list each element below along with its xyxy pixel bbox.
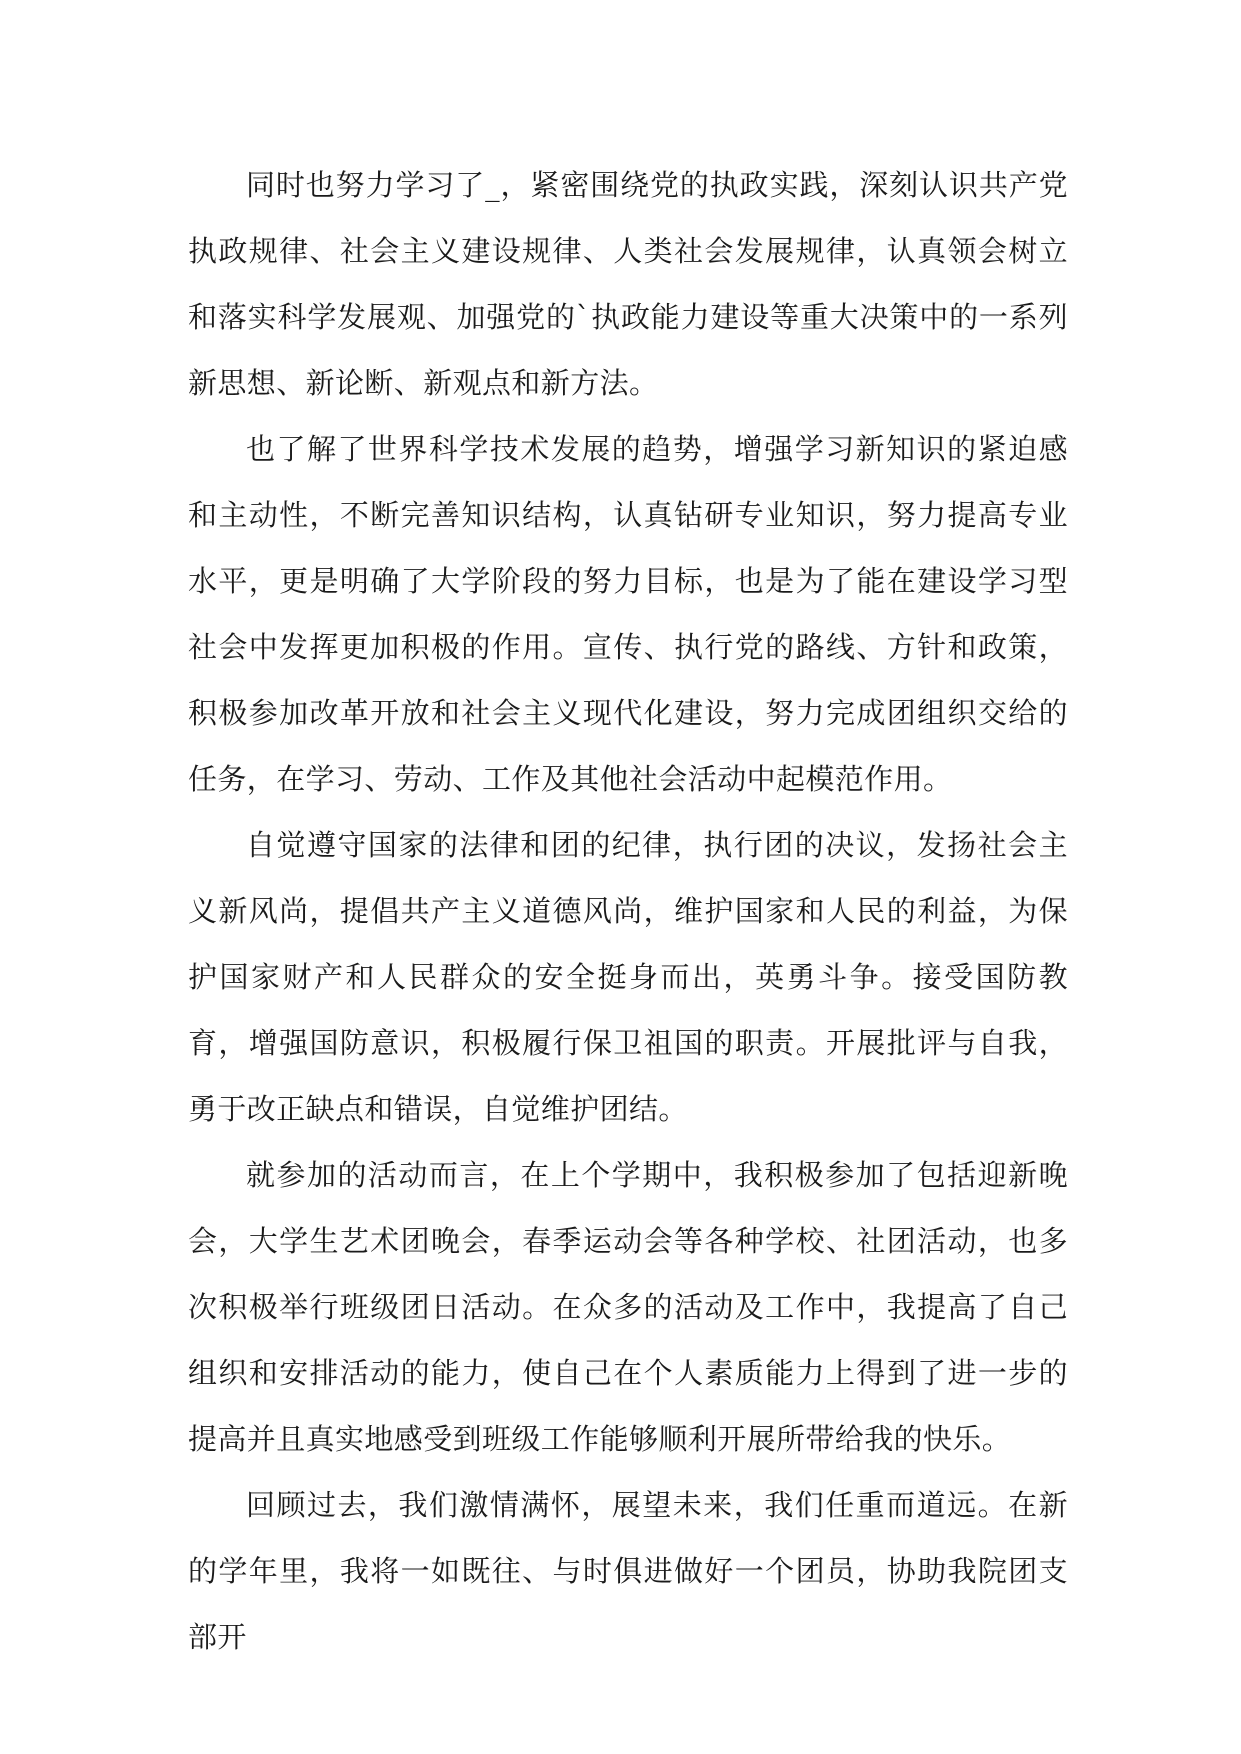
paragraph-1: 同时也努力学习了_，紧密围绕党的执政实践，深刻认识共产党执政规律、社会主义建设规律、人类社会发展规律，认真领会树立和落实科学发展观、加强党的`执政能力建设等重大决策中的一系列新思想、新论断、新观点和新方法。 — [188, 168, 1068, 400]
paragraph-4: 就参加的活动而言，在上个学期中，我积极参加了包括迎新晚会，大学生艺术团晚会，春季运动会等各种学校、社团活动，也多次积极举行班级团日活动。在众多的活动及工作中，我提高了自己组织和安排活动的能力，使自己在个人素质能力上得到了进一步的提高并且真实地感受到班级工作能够顺利开展所带给我的快乐。 — [188, 1158, 1068, 1456]
paragraph-3: 自觉遵守国家的法律和团的纪律，执行团的决议，发扬社会主义新风尚，提倡共产主义道德风尚，维护国家和人民的利益，为保护国家财产和人民群众的安全挺身而出，英勇斗争。接受国防教育，增强国防意识，积极履行保卫祖国的职责。开展批评与自我，勇于改正缺点和错误，自觉维护团结。 — [188, 828, 1068, 1126]
paragraph-2: 也了解了世界科学技术发展的趋势，增强学习新知识的紧迫感和主动性，不断完善知识结构，认真钻研专业知识，努力提高专业水平，更是明确了大学阶段的努力目标，也是为了能在建设学习型社会中发挥更加积极的作用。宣传、执行党的路线、方针和政策，积极参加改革开放和社会主义现代化建设，努力完成团组织交给的任务，在学习、劳动、工作及其他社会活动中起模范作用。 — [188, 432, 1068, 796]
document-body — [188, 152, 1068, 1670]
paragraph-5: 回顾过去，我们激情满怀，展望未来，我们任重而道远。在新的学年里，我将一如既往、与时俱进做好一个团员，协助我院团支部开 — [188, 1488, 1068, 1654]
